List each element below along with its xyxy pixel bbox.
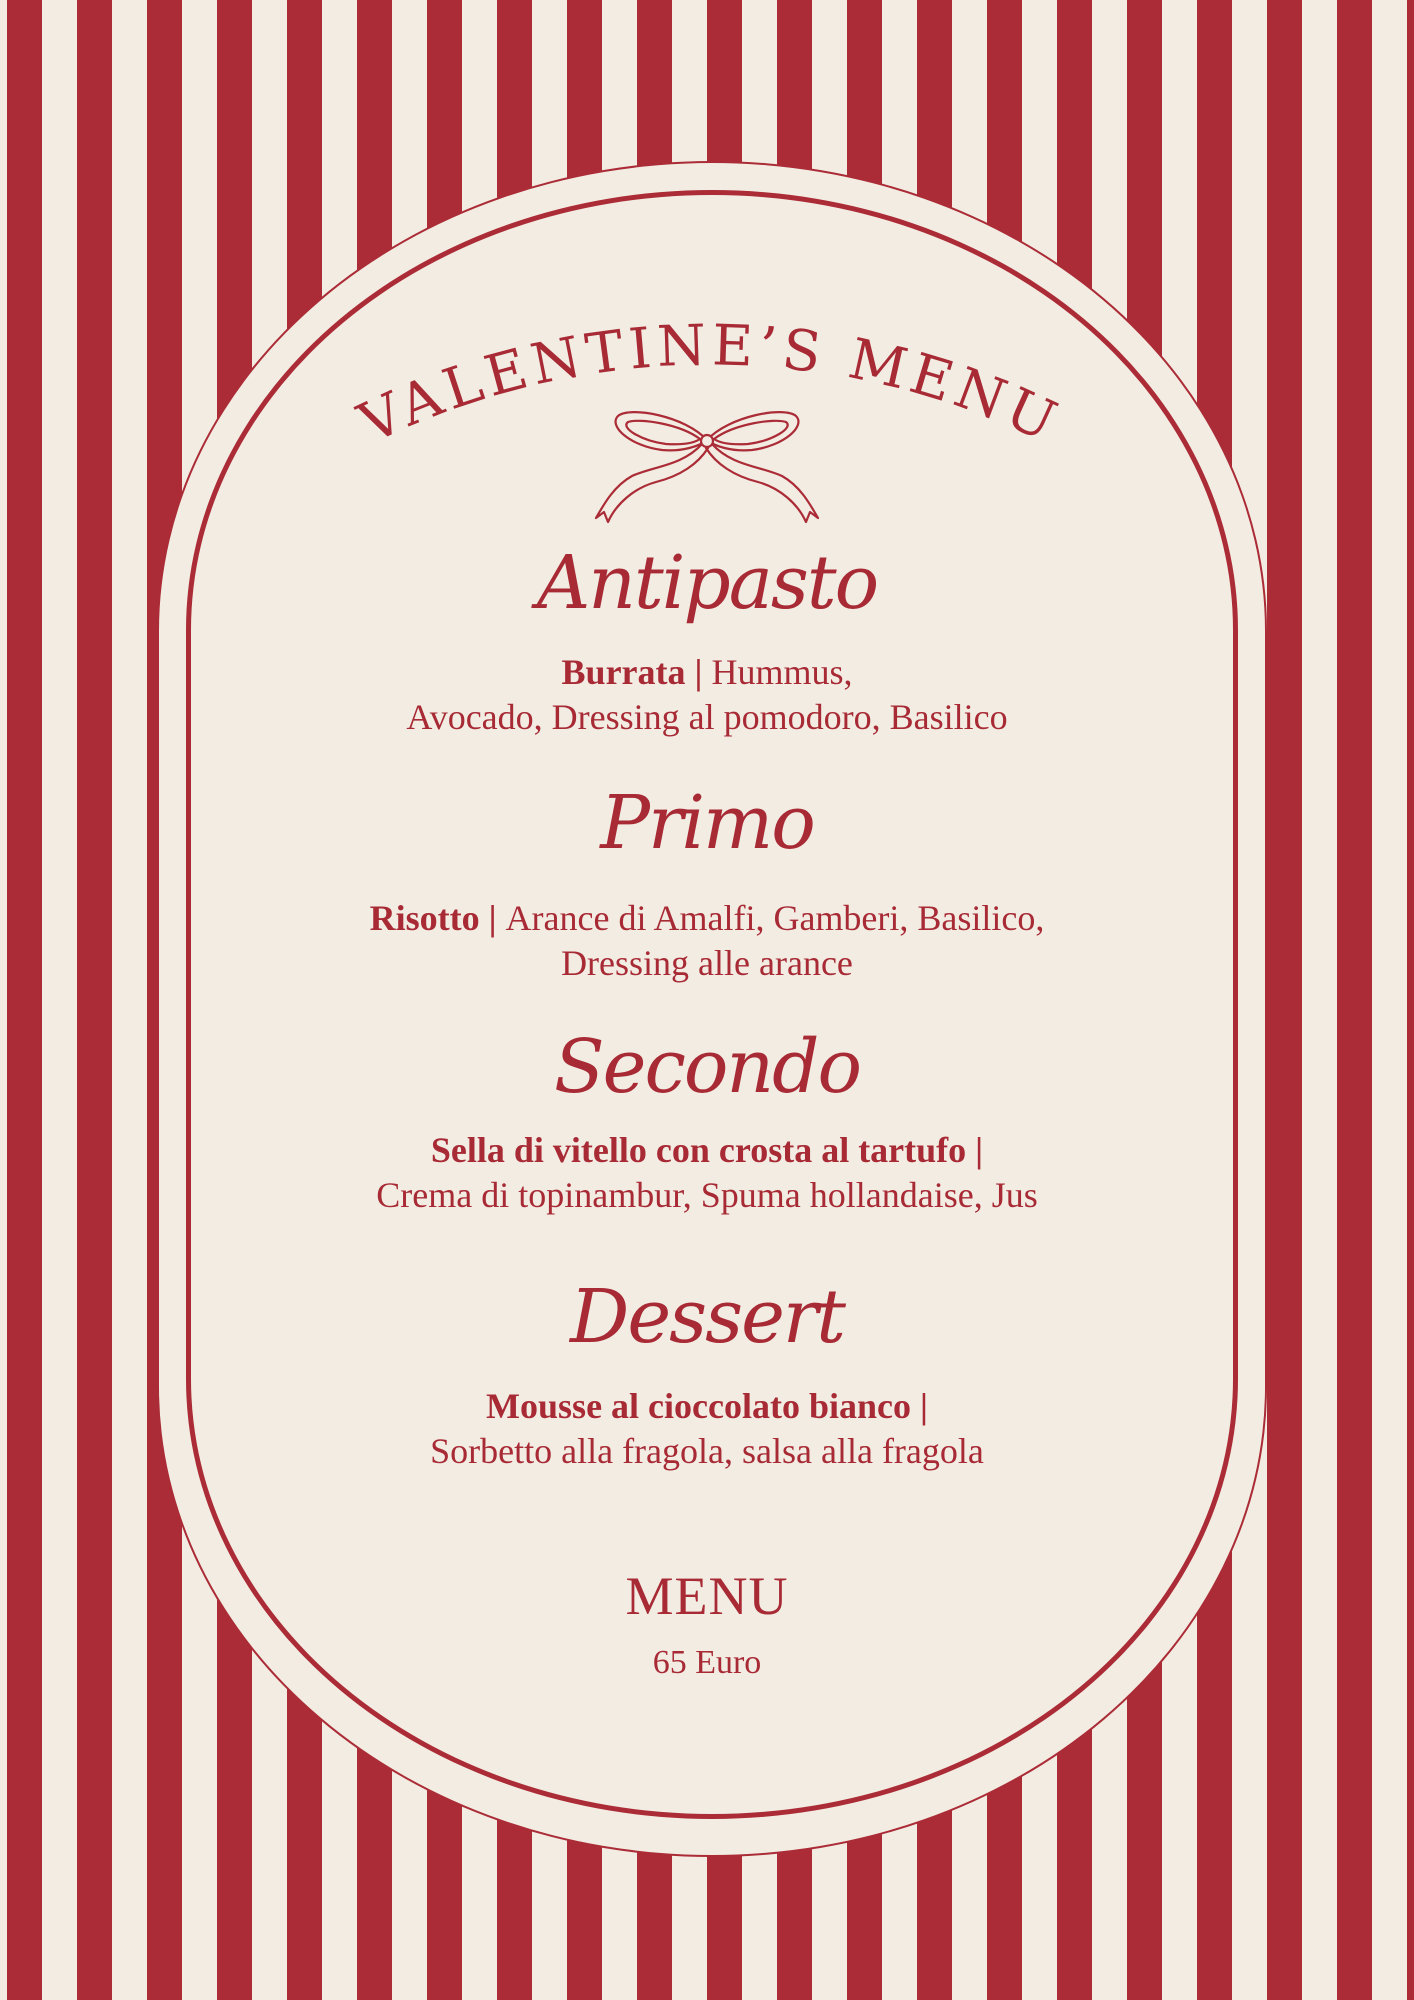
section-heading-primo: Primo <box>600 780 814 866</box>
dish-antipasto-line2: Avocado, Dressing al pomodoro, Basilico <box>406 697 1008 737</box>
dish-separator: | <box>479 898 506 938</box>
dish-secondo-line1 <box>0 1128 1414 1173</box>
section-heading-antipasto: Antipasto <box>536 540 878 626</box>
dish-dessert <box>0 1384 1414 1474</box>
section-heading-secondo: Secondo <box>553 1024 861 1110</box>
dish-secondo-line2: Crema di topinambur, Spuma hollandaise, Jus <box>376 1175 1038 1215</box>
dish-dessert-line2: Sorbetto alla fragola, salsa alla fragola <box>430 1431 984 1471</box>
dish-separator: | <box>966 1130 984 1170</box>
dish-antipasto-ingredients-1: Hummus, <box>711 652 853 692</box>
dish-primo-ingredients-1: Arance di Amalfi, Gamberi, Basilico, <box>505 898 1045 938</box>
dish-separator: | <box>911 1386 928 1426</box>
dish-secondo <box>0 1128 1414 1218</box>
dish-dessert-line1 <box>0 1384 1414 1429</box>
dish-antipasto-line1 <box>0 650 1414 695</box>
dish-primo-name: Risotto <box>369 898 480 938</box>
dish-antipasto-name: Burrata <box>561 652 686 692</box>
dish-separator: | <box>685 652 712 692</box>
dish-secondo-name: Sella di vitello con crosta al tartufo <box>430 1130 967 1170</box>
ribbon-bow-icon <box>590 408 824 526</box>
dish-primo-line1 <box>0 896 1414 941</box>
dish-antipasto <box>0 650 1414 740</box>
section-heading-dessert: Dessert <box>570 1274 844 1360</box>
dish-dessert-name: Mousse al cioccolato bianco <box>486 1386 911 1426</box>
menu-title-text: VALENTINE’S MENU <box>349 313 1071 457</box>
menu-footer-label: MENU <box>625 1566 789 1626</box>
menu-price: 65 Euro <box>652 1644 762 1681</box>
dish-primo <box>0 896 1414 986</box>
dish-primo-line2: Dressing alle arance <box>561 943 853 983</box>
